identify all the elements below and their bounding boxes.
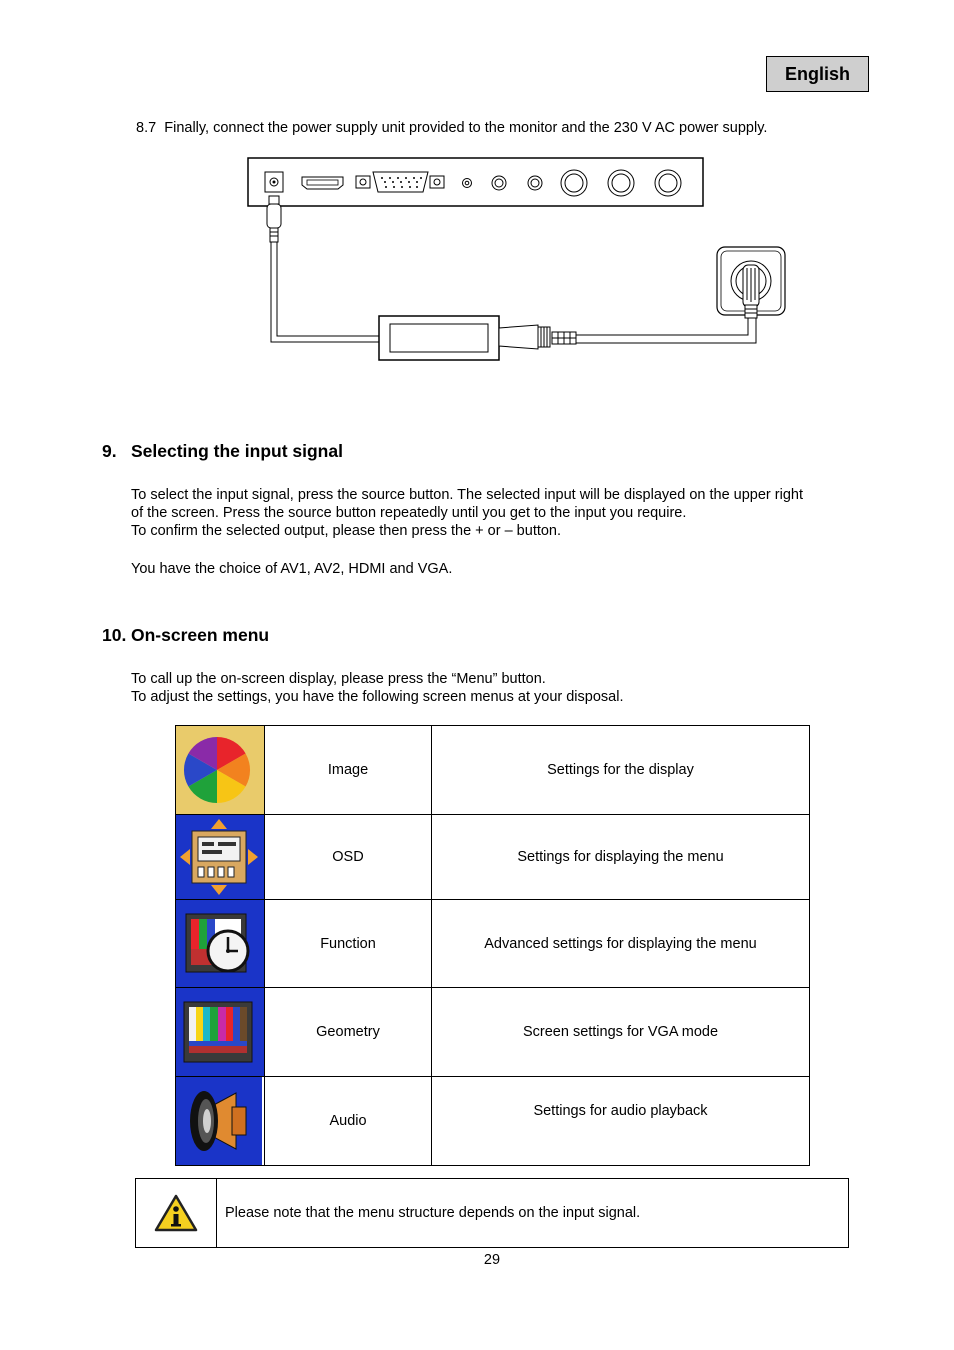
table-row: [176, 900, 810, 988]
power-connection-diagram: [240, 150, 800, 370]
table-row: [176, 815, 810, 900]
section-9-title: Selecting the input signal: [131, 441, 343, 461]
dc-plug-icon: [267, 196, 281, 242]
osd-menu-icon: [176, 815, 264, 899]
test-pattern-monitor-icon: [176, 988, 264, 1076]
menu-name-cell: Image: [265, 726, 432, 815]
step-8-7: [136, 119, 767, 137]
menu-description-cell: Settings for displaying the menu: [432, 815, 810, 900]
menu-name-cell: Geometry: [265, 988, 432, 1077]
speaker-icon: [176, 1077, 264, 1165]
menu-icon-cell: [176, 815, 265, 900]
step-text: Finally, connect the power supply unit provided to the monitor and the 230 V AC power supply.: [164, 120, 768, 136]
menu-icon-cell: [176, 1077, 265, 1166]
menu-icon-cell: [176, 726, 265, 815]
section-9-paragraph: [131, 486, 911, 540]
color-wheel-icon: [176, 726, 264, 814]
section-10-number: 10.: [102, 625, 127, 645]
section-9-heading: [102, 440, 343, 462]
step-number: 8.7: [136, 120, 157, 136]
note-box: [135, 1178, 849, 1248]
section-9-number: 9.: [102, 441, 117, 461]
cable-strain-relief: [538, 327, 576, 347]
table-row: [176, 726, 810, 815]
menu-table: [175, 725, 810, 1166]
menu-description-cell: Settings for audio playback: [432, 1077, 810, 1166]
table-row: [176, 988, 810, 1077]
section-10-paragraph: [131, 670, 623, 706]
section-10-heading: [102, 624, 269, 646]
table-row: [176, 1077, 810, 1166]
section-9-choices: You have the choice of AV1, AV2, HDMI and VGA.: [131, 561, 453, 577]
note-text: Please note that the menu structure depends on the input signal.: [225, 1205, 641, 1221]
menu-description-cell: Screen settings for VGA mode: [432, 988, 810, 1077]
menu-name-cell: OSD: [265, 815, 432, 900]
hdmi-port-icon: [302, 177, 343, 189]
language-badge: English: [766, 56, 869, 92]
info-warning-icon: [154, 1193, 198, 1233]
clock-monitor-icon: [176, 900, 264, 987]
note-icon-cell: [136, 1179, 217, 1247]
wall-socket-icon: [717, 247, 785, 318]
menu-description-cell: Advanced settings for displaying the menu: [432, 900, 810, 988]
menu-icon-cell: [176, 988, 265, 1077]
menu-name-cell: Function: [265, 900, 432, 988]
section-10-title: On-screen menu: [131, 625, 270, 645]
section-9-line-2: of the screen. Press the source button repeatedly until you get to the input you require.: [131, 505, 687, 521]
section-10-line-2: To adjust the settings, you have the following screen menus at your disposal.: [131, 689, 624, 705]
section-10-line-1: To call up the on-screen display, please press the “Menu” button.: [131, 671, 546, 687]
section-9-line-3: To confirm the selected output, please then press the + or – button.: [131, 523, 562, 539]
section-9-line-1: To select the input signal, press the source button. The selected input will be displayed on the upper right: [131, 487, 803, 503]
menu-description-cell: Settings for the display: [432, 726, 810, 815]
menu-name-cell: Audio: [265, 1077, 432, 1166]
menu-icon-cell: [176, 900, 265, 988]
page-number: 29: [483, 1252, 501, 1268]
